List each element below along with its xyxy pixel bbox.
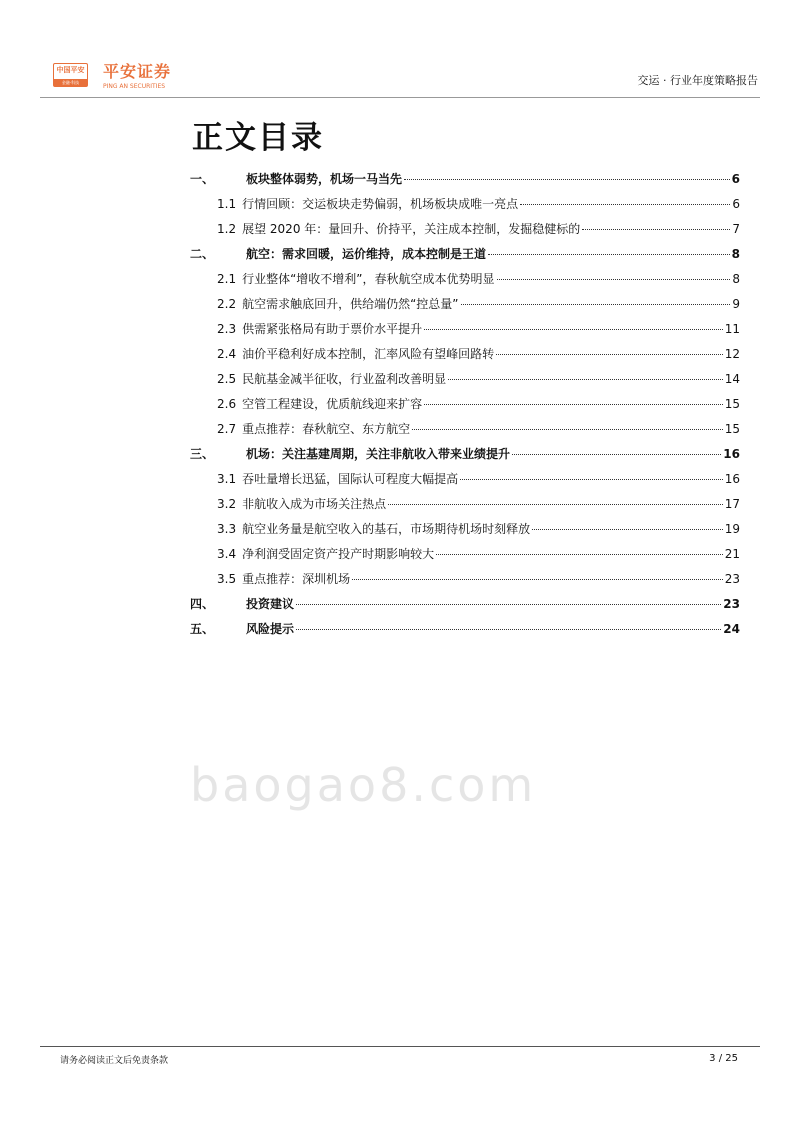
toc-entry[interactable] <box>190 620 740 645</box>
toc-number: 3.5 <box>217 572 237 586</box>
toc-leader <box>412 429 723 430</box>
toc-title: 板块整体弱势，机场一马当先 <box>246 172 403 186</box>
toc-leader <box>520 204 730 205</box>
toc-page: 15 <box>724 397 740 411</box>
toc-title: 非航收入成为市场关注热点 <box>242 497 387 511</box>
toc-number: 2.5 <box>217 372 237 386</box>
footer-disclaimer: 请务必阅读正文后免责条款 <box>60 1056 169 1066</box>
toc-number: 2.4 <box>217 347 237 361</box>
toc-page: 23 <box>724 572 740 586</box>
toc-leader <box>488 254 730 255</box>
toc-page: 19 <box>724 522 740 536</box>
toc-number: 五、 <box>190 622 215 636</box>
toc-leader <box>436 554 723 555</box>
toc-leader <box>352 579 723 580</box>
toc-number: 3.3 <box>217 522 237 536</box>
toc-page: 23 <box>723 597 740 611</box>
toc-entry[interactable] <box>190 520 740 545</box>
brand-name: 平安证券 <box>103 62 172 81</box>
toc-number: 2.2 <box>217 297 237 311</box>
table-of-contents <box>190 170 740 645</box>
toc-entry[interactable] <box>190 570 740 595</box>
toc-title: 航空业务量是航空收入的基石，市场期待机场时刻释放 <box>242 522 531 536</box>
toc-page: 16 <box>724 472 740 486</box>
toc-number: 3.4 <box>217 547 237 561</box>
toc-entry[interactable] <box>190 595 740 620</box>
toc-leader <box>461 304 731 305</box>
toc-number: 2.6 <box>217 397 237 411</box>
toc-title: 吞吐量增长迅猛，国际认可程度大幅提高 <box>242 472 459 486</box>
page-number: 3 / 25 <box>709 1053 738 1064</box>
toc-title: 投资建议 <box>246 597 295 611</box>
toc-title: 重点推荐：深圳机场 <box>242 572 351 586</box>
toc-number: 1.2 <box>217 222 237 236</box>
toc-title: 行情回顾：交运板块走势偏弱，机场板块成唯一亮点 <box>242 197 519 211</box>
toc-leader <box>497 279 731 280</box>
toc-entry[interactable] <box>190 320 740 345</box>
toc-page: 16 <box>723 447 740 461</box>
toc-number: 一、 <box>190 172 215 186</box>
toc-entry[interactable] <box>190 445 740 470</box>
toc-page: 12 <box>724 347 740 361</box>
toc-entry[interactable] <box>190 245 740 270</box>
toc-leader <box>424 329 723 330</box>
toc-entry[interactable] <box>190 270 740 295</box>
toc-number: 2.1 <box>217 272 237 286</box>
toc-entry[interactable] <box>190 295 740 320</box>
toc-entry[interactable] <box>190 495 740 520</box>
toc-title: 航空：需求回暖，运价维持，成本控制是王道 <box>246 247 487 261</box>
toc-entry[interactable] <box>190 170 740 195</box>
toc-entry[interactable] <box>190 545 740 570</box>
toc-page: 6 <box>731 172 740 186</box>
toc-number: 2.7 <box>217 422 237 436</box>
toc-page: 17 <box>724 497 740 511</box>
toc-number: 3.2 <box>217 497 237 511</box>
logo-text: 中国平安 <box>56 66 85 74</box>
page-title: 正文目录 <box>192 120 324 156</box>
toc-entry[interactable] <box>190 345 740 370</box>
toc-leader <box>460 479 723 480</box>
toc-number: 二、 <box>190 247 215 261</box>
toc-title: 航空需求触底回升，供给端仍然“控总量” <box>242 297 459 311</box>
watermark: baogao8.com <box>190 758 537 812</box>
toc-number: 3.1 <box>217 472 237 486</box>
toc-page: 7 <box>732 222 740 236</box>
toc-leader <box>296 629 721 630</box>
toc-number: 1.1 <box>217 197 237 211</box>
toc-leader <box>512 454 721 455</box>
toc-entry[interactable] <box>190 195 740 220</box>
toc-leader <box>496 354 723 355</box>
toc-page: 6 <box>732 197 740 211</box>
footer-divider <box>40 1046 760 1047</box>
toc-leader <box>582 229 730 230</box>
toc-page: 9 <box>732 297 740 311</box>
toc-entry[interactable] <box>190 220 740 245</box>
toc-title: 机场：关注基建周期，关注非航收入带来业绩提升 <box>246 447 511 461</box>
toc-number: 三、 <box>190 447 215 461</box>
toc-title: 供需紧张格局有助于票价水平提升 <box>242 322 423 336</box>
toc-page: 14 <box>724 372 740 386</box>
toc-entry[interactable] <box>190 395 740 420</box>
toc-number: 四、 <box>190 597 215 611</box>
toc-page: 24 <box>723 622 740 636</box>
toc-leader <box>448 379 723 380</box>
header-divider <box>40 97 760 98</box>
toc-title: 净利润受固定资产投产时期影响较大 <box>242 547 435 561</box>
toc-title: 行业整体“增收不增利”，春秋航空成本优势明显 <box>242 272 495 286</box>
toc-title: 展望 2020 年：量回升、价持平，关注成本控制，发掘稳健标的 <box>242 222 581 236</box>
toc-leader <box>532 529 723 530</box>
toc-title: 民航基金减半征收，行业盈利改善明显 <box>242 372 447 386</box>
toc-entry[interactable] <box>190 470 740 495</box>
toc-title: 油价平稳利好成本控制，汇率风险有望峰回路转 <box>242 347 495 361</box>
toc-page: 8 <box>732 272 740 286</box>
toc-leader <box>388 504 723 505</box>
toc-entry[interactable] <box>190 420 740 445</box>
toc-number: 2.3 <box>217 322 237 336</box>
toc-page: 15 <box>724 422 740 436</box>
toc-leader <box>424 404 723 405</box>
toc-page: 8 <box>731 247 740 261</box>
report-type: 交运 · 行业年度策略报告 <box>637 74 758 87</box>
toc-title: 空管工程建设，优质航线迎来扩容 <box>242 397 423 411</box>
logo-subtext: 金融·科技 <box>54 79 87 86</box>
toc-page: 11 <box>724 322 740 336</box>
ping-an-logo <box>53 63 88 87</box>
toc-title: 风险提示 <box>246 622 295 636</box>
brand-name-en: PING AN SECURITIES <box>103 83 166 90</box>
toc-entry[interactable] <box>190 370 740 395</box>
toc-title: 重点推荐：春秋航空、东方航空 <box>242 422 411 436</box>
toc-page: 21 <box>724 547 740 561</box>
toc-leader <box>404 179 730 180</box>
toc-leader <box>296 604 721 605</box>
